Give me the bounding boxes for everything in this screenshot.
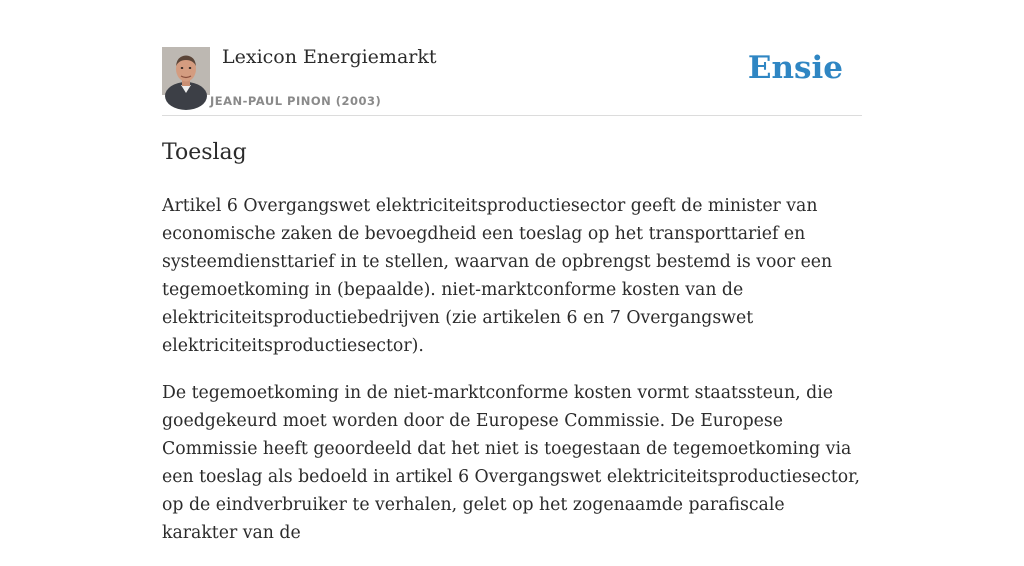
entry-paragraph: Artikel 6 Overgangswet elektriciteitsproductiesector geeft de minister van economische zaken de bevoegdheid een toeslag op het transporttarief en systeemdiensttarief in te stellen, waarvan de opbrengst bestemd is voor een tegemoetkoming in (bepaalde). niet-marktconforme kosten van de elektriciteitsproductiebedrijven (zie artikelen 6 en 7 Overgangswet elektriciteitsproductiesector).: [162, 196, 833, 356]
entry-header: [162, 40, 862, 116]
author-avatar: [162, 47, 210, 95]
entry-title: Toeslag: [162, 140, 247, 165]
author-name[interactable]: JEAN-PAUL PINON (2003): [210, 94, 382, 108]
entry-body: [162, 192, 862, 566]
entry-paragraph: De tegemoetkoming in de niet-marktconforme kosten vormt staatssteun, die goedgekeurd moet worden door de Europese Commissie. De Europese Commissie heeft geoordeeld dat het niet is toegestaan de tegemoetkoming via een toeslag als bedoeld in artikel 6 Overgangswet elektriciteitsproductiesector, op de eindverbruiker te verhalen, gelet op het zogenaamde parafiscale karakter van de: [162, 383, 861, 543]
book-title[interactable]: Lexicon Energiemarkt: [222, 46, 437, 68]
ensie-logo-link[interactable]: Ensie: [747, 50, 843, 86]
author-portrait-icon: [162, 47, 210, 95]
